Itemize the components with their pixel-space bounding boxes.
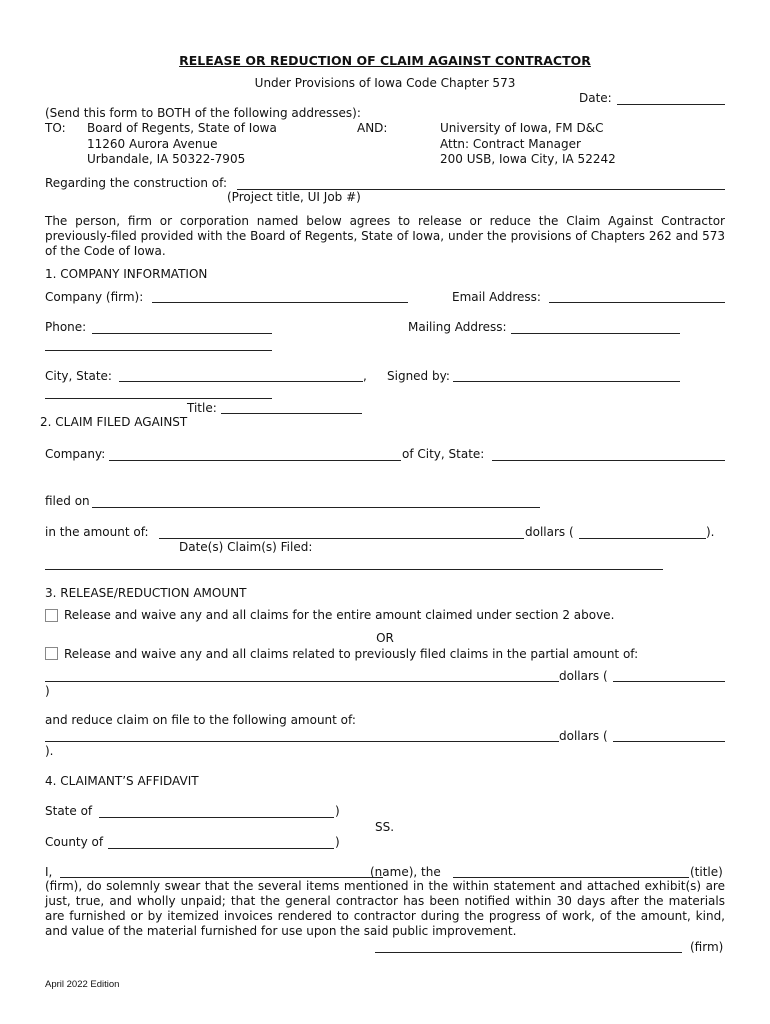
title-label: Title: — [187, 401, 217, 415]
phone-label: Phone: — [45, 320, 87, 334]
address-right-line-2: Attn: Contract Manager — [440, 137, 581, 151]
title-field[interactable] — [221, 413, 362, 414]
intro-paragraph: The person, firm or corporation named below agrees to release or reduce the Claim Against Contractor previously-filed provided with the Board of Regents, State of Iowa, under the provisions of Chapters 262 and 573 of the Code of Iowa. — [45, 214, 725, 258]
email-label: Email Address: — [452, 290, 541, 304]
affiant-name-label: (name), the — [370, 865, 441, 879]
regarding-label: Regarding the construction of: — [45, 176, 227, 190]
mailing-address-field[interactable] — [511, 333, 680, 334]
company-firm-label: Company (firm): — [45, 290, 144, 304]
claim-dates-label: Date(s) Claim(s) Filed: — [179, 540, 313, 554]
company-firm-field[interactable] — [152, 302, 408, 303]
release-partial-label: Release and waive any and all claims related to previously filed claims in the partial amount of: — [64, 647, 639, 661]
release-partial-checkbox[interactable] — [45, 647, 58, 660]
city-state-field-2[interactable] — [45, 398, 272, 399]
signed-by-field[interactable] — [453, 381, 680, 382]
and-label: AND: — [357, 121, 388, 135]
date-label: Date: — [579, 91, 612, 105]
claim-close-paren: ). — [706, 525, 715, 539]
address-right-line-3: 200 USB, Iowa City, IA 52242 — [440, 152, 616, 166]
affiant-firm-label: (firm) — [690, 940, 724, 954]
affiant-i-label: I, — [45, 865, 53, 879]
county-of-label: County of — [45, 835, 104, 849]
claim-amount-label: in the amount of: — [45, 525, 149, 539]
reduce-amount-words-field[interactable] — [45, 741, 559, 742]
claim-company-field[interactable] — [109, 460, 401, 461]
affiant-firm-field[interactable] — [375, 952, 682, 953]
form-title: RELEASE OR REDUCTION OF CLAIM AGAINST CONTRACTOR — [179, 53, 591, 68]
state-paren: ) — [335, 804, 340, 818]
partial-amount-words-field[interactable] — [45, 681, 559, 682]
edition-footer: April 2022 Edition — [45, 979, 120, 990]
or-label: OR — [376, 631, 394, 645]
affidavit-statement: (firm), do solemnly swear that the several items mentioned in the within statement and attached exhibit(s) are just, true, and wholly unpaid; that the general contractor has been notified within 30 days after the materials are furnished or by itemized invoices rendered to contractor during the progress of work, of the amount, kind, and value of the material furnished for use upon the said public improvement. — [45, 879, 725, 938]
claim-city-state-label: of City, State: — [402, 447, 485, 461]
city-state-label: City, State: — [45, 369, 112, 383]
release-full-label: Release and waive any and all claims for the entire amount claimed under section 2 above. — [64, 608, 615, 622]
ss-label: SS. — [375, 820, 395, 834]
affiant-name-field[interactable] — [60, 877, 383, 878]
phone-field[interactable] — [92, 333, 272, 334]
claim-amount-figure-field[interactable] — [579, 538, 706, 539]
signed-by-label: Signed by: — [387, 369, 450, 383]
claim-city-state-field[interactable] — [492, 460, 725, 461]
affiant-title-field[interactable] — [453, 877, 689, 878]
state-of-field[interactable] — [99, 817, 334, 818]
section-2-heading: 2. CLAIM FILED AGAINST — [40, 415, 188, 429]
partial-amount-figure-field[interactable] — [613, 681, 725, 682]
address-left-line-3: Urbandale, IA 50322-7905 — [87, 152, 246, 166]
county-paren: ) — [335, 835, 340, 849]
address-left-line-2: 11260 Aurora Avenue — [87, 137, 218, 151]
date-field[interactable] — [617, 104, 725, 105]
send-instructions: (Send this form to BOTH of the following addresses): — [45, 106, 361, 120]
to-label: TO: — [45, 121, 66, 135]
address-right-line-1: University of Iowa, FM D&C — [440, 121, 604, 135]
section-3-heading: 3. RELEASE/REDUCTION AMOUNT — [45, 586, 247, 600]
section-4-heading: 4. CLAIMANT’S AFFIDAVIT — [45, 774, 199, 788]
claim-dollars-label: dollars ( — [525, 525, 574, 539]
county-of-field[interactable] — [108, 848, 334, 849]
claim-amount-words-field[interactable] — [159, 538, 524, 539]
reduce-claim-label: and reduce claim on file to the following amount of: — [45, 713, 356, 727]
reduce-dollars-label: dollars ( — [559, 729, 608, 743]
release-full-checkbox[interactable] — [45, 609, 58, 622]
claim-company-label: Company: — [45, 447, 106, 461]
mailing-address-label: Mailing Address: — [408, 320, 507, 334]
project-title-hint: (Project title, UI Job #) — [227, 190, 361, 204]
partial-dollars-label: dollars ( — [559, 669, 608, 683]
email-field[interactable] — [549, 302, 725, 303]
partial-close-paren: ) — [45, 684, 50, 698]
address-left-line-1: Board of Regents, State of Iowa — [87, 121, 277, 135]
state-of-label: State of — [45, 804, 93, 818]
reduce-amount-figure-field[interactable] — [613, 741, 725, 742]
section-1-heading: 1. COMPANY INFORMATION — [45, 267, 208, 281]
city-state-comma: , — [363, 369, 367, 383]
reduce-close-paren: ). — [45, 744, 54, 758]
phone-field-2[interactable] — [45, 350, 272, 351]
filed-on-label: filed on — [45, 494, 90, 508]
filed-on-field[interactable] — [92, 507, 540, 508]
affiant-title-label: (title) — [690, 865, 723, 879]
form-subtitle: Under Provisions of Iowa Code Chapter 573 — [254, 76, 516, 90]
claim-dates-field[interactable] — [45, 569, 663, 570]
city-state-field[interactable] — [119, 381, 363, 382]
